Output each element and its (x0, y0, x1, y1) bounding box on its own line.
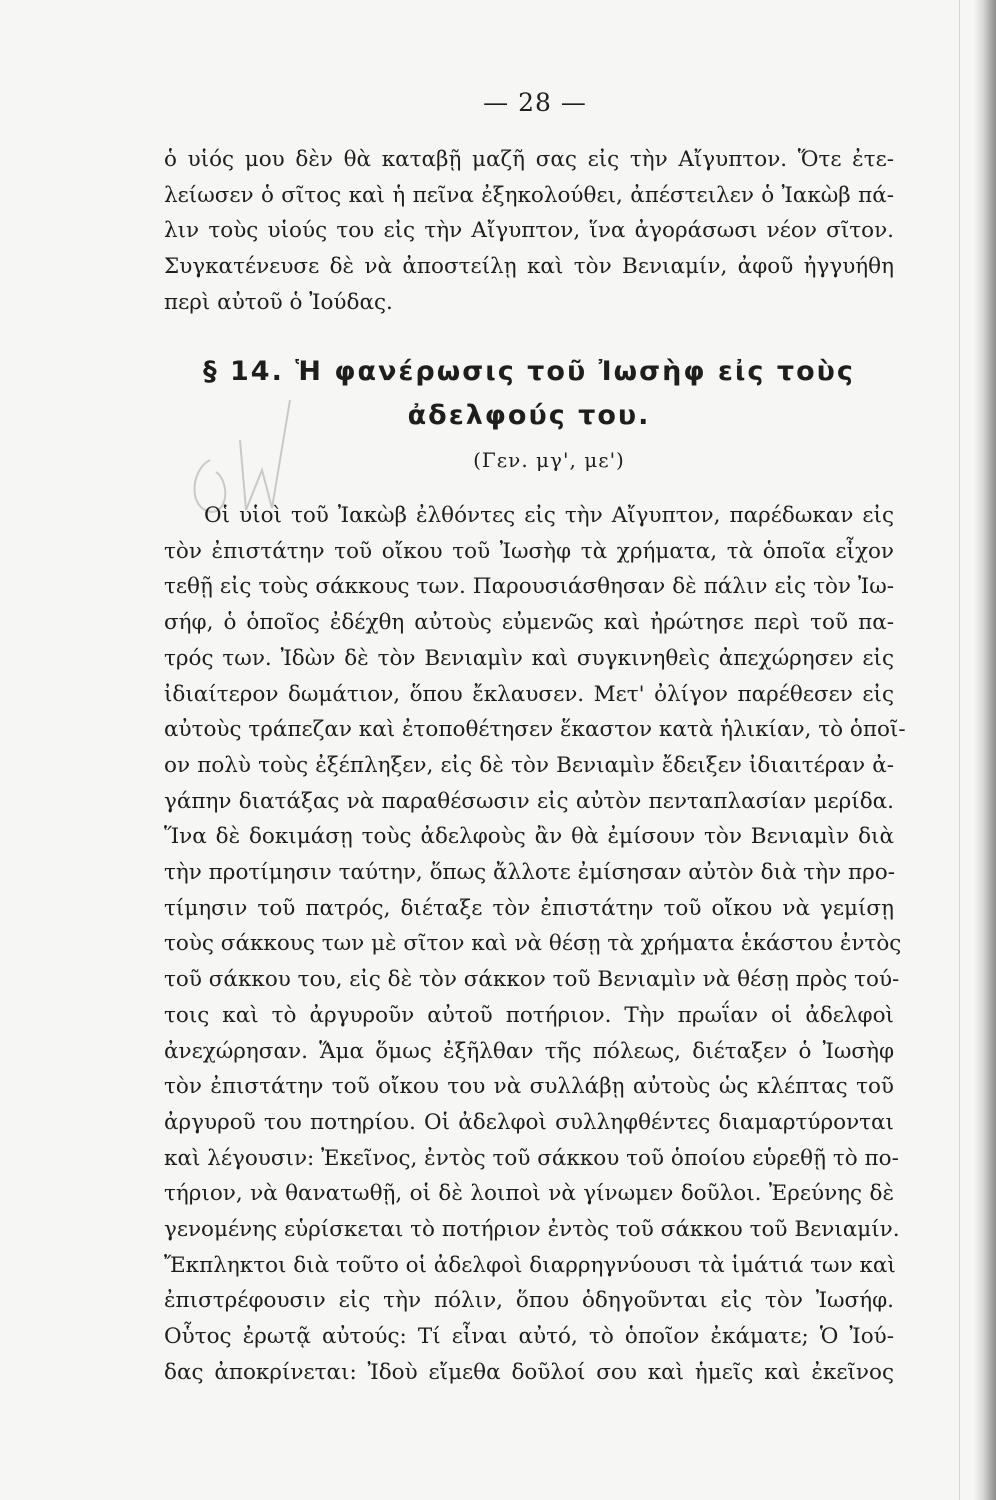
scripture-reference: (Γεν. μγ', με') (473, 448, 625, 472)
page-number: — 28 — (483, 88, 587, 117)
text-line: τοις καὶ τὸ ἀργυροῦν αὐτοῦ ποτήριον. Τὴν πρωΐαν οἱ ἀδελφοὶ (164, 1002, 894, 1028)
text-line: τήριον, νὰ θανατωθῇ, οἱ δὲ λοιποὶ νὰ γίνωμεν δοῦλοι. Ἐρεύνης δὲ (164, 1181, 894, 1207)
text-line: σήφ, ὁ ὁποῖος ἐδέχθη αὐτοὺς εὐμενῶς καὶ ἠρώτησε περὶ τοῦ πα- (164, 610, 894, 636)
text-line: Ἵνα δὲ δοκιμάσῃ τοὺς ἀδελφοὺς ἂν θὰ ἐμίσουν τὸν Βενιαμὶν διὰ (164, 824, 894, 850)
text-line: γενομένης εὑρίσκεται τὸ ποτήριον ἐντὸς τοῦ σάκκου τοῦ Βενιαμίν. (164, 1217, 900, 1243)
text-line: ον πολὺ τοὺς ἐξέπληξεν, εἰς δὲ τὸν Βενιαμὶν ἔδειξεν ἰδιαιτέραν ἀ- (164, 752, 894, 778)
text-line: γάπην διατάξας νὰ παραθέσωσιν εἰς αὐτὸν πενταπλασίαν μερίδα. (164, 788, 894, 814)
text-line: τεθῇ εἰς τοὺς σάκκους των. Παρουσιάσθησαν δὲ πάλιν εἰς τὸν Ἰω- (164, 574, 894, 600)
section-title-part-2: ἀδελφούς του. (407, 400, 651, 431)
text-line: ἐπιστρέφουσιν εἰς τὴν πόλιν, ὅπου ὁδηγοῦνται εἰς τὸν Ἰωσήφ. (164, 1288, 894, 1314)
text-line: τοῦ σάκκου του, εἰς δὲ τὸν σάκκον τοῦ Βενιαμὶν νὰ θέσῃ πρὸς τού- (164, 967, 900, 993)
text-line: ἰδιαίτερον δωμάτιον, ὅπου ἔκλαυσεν. Μετ' ὀλίγον παρέθεσεν εἰς (164, 681, 894, 707)
text-line: τὴν προτίμησιν ταύτην, ὅπως ἄλλοτε ἐμίσησαν αὐτὸν διὰ τὴν προ- (164, 860, 895, 886)
paragraph-2 (164, 498, 906, 1391)
paragraph-1 (164, 142, 894, 321)
text-line: λιν τοὺς υἱούς του εἰς τὴν Αἴγυπτον, ἵνα ἀγοράσωσι νέον σῖτον. (164, 218, 894, 244)
text-line: τοὺς σάκκους των μὲ σῖτον καὶ νὰ θέσῃ τὰ χρήματα ἑκάστου ἐντὸς (164, 931, 902, 957)
text-line: τρός των. Ἰδὼν δὲ τὸν Βενιαμὶν καὶ συγκινηθεὶς ἀπεχώρησεν εἰς (164, 645, 894, 671)
text-line: ἀνεχώρησαν. Ἅμα ὅμως ἐξῆλθαν τῆς πόλεως, διέταξεν ὁ Ἰωσὴφ (164, 1038, 894, 1064)
text-line: Συγκατένευσε δὲ νὰ ἀποστείλῃ καὶ τὸν Βενιαμίν, ἀφοῦ ἠγγυήθη (164, 254, 894, 280)
text-line: λείωσεν ὁ σῖτος καὶ ἡ πεῖνα ἐξηκολούθει, ἀπέστειλεν ὁ Ἰακὼβ πά- (164, 182, 894, 208)
text-line: ὁ υἱός μου δὲν θὰ καταβῇ μαζῆ σας εἰς τὴν Αἴγυπτον. Ὅτε ἐτε- (164, 147, 894, 172)
text-line: τίμησιν τοῦ πατρός, διέταξε τὸν ἐπιστάτην τοῦ οἴκου νὰ γεμίσῃ (164, 895, 894, 921)
page-edge-line (959, 0, 960, 1500)
text-line: περὶ αὐτοῦ ὁ Ἰούδας. (164, 289, 393, 315)
text-line: Ἔκπληκτοι διὰ τοῦτο οἱ ἀδελφοὶ διαρρηγνύουσι τὰ ἱμάτιά των καὶ (164, 1252, 896, 1278)
section-heading (164, 350, 894, 438)
text-line: τὸν ἐπιστάτην τοῦ οἴκου τοῦ Ἰωσὴφ τὰ χρήματα, τὰ ὁποῖα εἶχον (164, 538, 894, 564)
text-line: Οὗτος ἐρωτᾷ αὐτούς: Τί εἶναι αὐτό, τὸ ὁποῖον ἐκάματε; Ὁ Ἰού- (164, 1324, 894, 1350)
text-line: αὐτοὺς τράπεζαν καὶ ἐτοποθέτησεν ἕκαστον κατὰ ἡλικίαν, τὸ ὁποῖ- (164, 717, 906, 743)
text-line: τὸν ἐπιστάτην τοῦ οἴκου του νὰ συλλάβῃ αὐτοὺς ὡς κλέπτας τοῦ (164, 1074, 894, 1100)
text-line: καὶ λέγουσιν: Ἐκεῖνος, ἐντὸς τοῦ σάκκου τοῦ ὁποίου εὑρεθῇ τὸ πο- (164, 1145, 899, 1171)
page-edge-shadow (974, 0, 996, 1500)
text-line: ἀργυροῦ του ποτηρίου. Οἱ ἀδελφοὶ συλληφθέντες διαμαρτύρονται (164, 1109, 894, 1135)
section-heading-line-1 (164, 350, 894, 394)
text-line: δας ἀποκρίνεται: Ἰδοὺ εἴμεθα δοῦλοί σου καὶ ἡμεῖς καὶ ἐκεῖνος (164, 1359, 894, 1385)
section-number: § 14. (203, 356, 284, 387)
section-title-part-1: Ἡ φανέρωσις τοῦ Ἰωσὴφ εἰς τοὺς (295, 356, 855, 387)
text-line: Οἱ υἱοὶ τοῦ Ἰακὼβ ἐλθόντες εἰς τὴν Αἴγυπτον, παρέδωκαν εἰς (204, 503, 894, 528)
